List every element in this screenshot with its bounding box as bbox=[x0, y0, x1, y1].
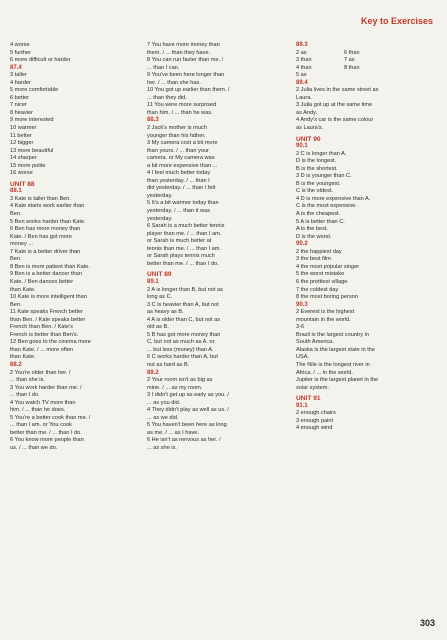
answer-line: 13 more beautiful bbox=[10, 147, 54, 154]
section-heading: 89.1 bbox=[147, 278, 159, 285]
answer-line: 3 I didn't get up as early as you. / bbox=[147, 392, 229, 399]
answer-line: 3 Julia got up at the same time bbox=[296, 102, 373, 109]
answer-line: ... than she is. bbox=[10, 377, 45, 384]
answer-line: as me. / ... as I have. bbox=[147, 429, 199, 436]
answer-line: 5 You haven't been here as long bbox=[147, 422, 227, 429]
answer-line: mine. / ... as my room. bbox=[147, 384, 203, 391]
answer-line: 16 worse bbox=[10, 170, 33, 177]
answer-line: 2 C is longer than A. bbox=[296, 150, 347, 157]
answer-line: money ... bbox=[10, 241, 34, 248]
page-number: 303 bbox=[419, 618, 435, 628]
answer-line: 6 more difficult or harder bbox=[10, 57, 71, 64]
answer-line: 7 You have more money than bbox=[147, 42, 220, 48]
answer-cell: 7 as bbox=[344, 57, 355, 64]
answer-line: 4 Andy's car is the same colour bbox=[296, 117, 374, 124]
answer-line: 7 Kate is a better driver than bbox=[10, 248, 81, 255]
answer-line: 2 Everest is the highest bbox=[296, 309, 355, 316]
answer-line: 11 Kate speaks French better bbox=[10, 309, 83, 316]
answer-line: 6 the prettiest village bbox=[296, 278, 348, 285]
section-heading: 88.2 bbox=[10, 361, 22, 368]
answer-line: than yesterday. / ... than I bbox=[147, 177, 210, 184]
answer-line: 4 I feel much better today bbox=[147, 170, 211, 177]
section-heading: 89.3 bbox=[296, 42, 308, 48]
answer-cell: 8 than bbox=[344, 64, 360, 71]
unit-heading: UNIT 91 bbox=[296, 395, 321, 403]
answer-line: 7 nicer bbox=[10, 102, 27, 109]
answer-line: Jupiter is the largest planet in the bbox=[296, 377, 379, 384]
answer-line: 8 the most boring person bbox=[296, 294, 358, 301]
section-heading: 88.3 bbox=[147, 117, 159, 124]
answer-line: 5 the worst mistake bbox=[296, 271, 345, 278]
answer-line: ... as she is. bbox=[147, 444, 177, 451]
answer-line: A is the best. bbox=[296, 226, 329, 233]
answer-line: than Kate. bbox=[10, 354, 36, 361]
answer-line: 9 Ben is a better dancer than bbox=[10, 271, 82, 278]
answer-line: ... than they did. bbox=[147, 94, 187, 101]
answer-line: Ben. bbox=[10, 256, 22, 263]
answer-row bbox=[296, 72, 441, 80]
section-heading: 90.2 bbox=[296, 241, 308, 248]
answer-line: 9 You've been here longer than bbox=[147, 72, 225, 79]
answer-line: her. / ... than she has. bbox=[147, 79, 201, 86]
answer-line: 4 D is more expensive than A. bbox=[296, 195, 371, 202]
answer-line: French is better than Ben's. bbox=[10, 331, 79, 338]
answer-cell: 4 than bbox=[296, 64, 312, 71]
answer-line: C is the oldest. bbox=[296, 188, 333, 195]
answer-line: 3 Kate is taller than Ben. bbox=[10, 195, 71, 202]
answer-line: Alaska is the largest state in the bbox=[296, 346, 375, 353]
answer-line: them. / ... than they have. bbox=[147, 49, 211, 56]
answer-line: 5 B has got more money than bbox=[147, 331, 221, 338]
answer-line: better than me. / ... than I do. bbox=[147, 260, 219, 267]
answer-line: Laura. bbox=[296, 94, 312, 101]
answer-line: yesterday. bbox=[147, 192, 173, 199]
answer-line: old as B. bbox=[147, 324, 169, 331]
answer-line: 8 Ben is more patient than Kate. bbox=[10, 263, 90, 270]
answer-line: 15 more polite bbox=[10, 162, 46, 169]
answer-cell: 3 than bbox=[296, 57, 312, 64]
section-heading: 87.4 bbox=[10, 64, 22, 71]
answer-line: 14 sharper bbox=[10, 155, 37, 162]
answer-line: 3 C is heavier than A, but not bbox=[147, 301, 219, 308]
answer-line: camera. or My camera was bbox=[147, 155, 215, 162]
answer-line: French than Ben. / Kate's bbox=[10, 324, 73, 331]
section-heading: 89.2 bbox=[147, 369, 159, 376]
answer-line: did yesterday. / ... than I felt bbox=[147, 185, 216, 192]
answer-line: as Laura's. bbox=[296, 125, 324, 132]
answer-line: not as hard as B. bbox=[147, 361, 190, 368]
answer-line: D is the longest. bbox=[296, 158, 337, 165]
answer-line: The Nile is the longest river in bbox=[296, 361, 370, 368]
answer-line: 2 Your room isn't as big as bbox=[147, 377, 213, 384]
answer-line: yesterday. bbox=[147, 215, 173, 222]
answer-line: Ben. bbox=[10, 211, 22, 218]
answer-line: 2 Jack's mother is much bbox=[147, 125, 207, 132]
section-heading: 90.1 bbox=[296, 143, 308, 150]
answer-cell bbox=[344, 72, 404, 80]
answer-line: 5 It's a bit warmer today than bbox=[147, 200, 219, 207]
answer-line: as Andy. bbox=[296, 109, 318, 116]
answer-line: 5 You're a better cook than me. / bbox=[10, 414, 91, 421]
answer-line: 6 C works harder than A, but bbox=[147, 354, 218, 361]
answer-line: solar system. bbox=[296, 384, 329, 391]
answer-line: 8 heavier bbox=[10, 109, 34, 116]
answer-cell: 5 as bbox=[296, 72, 307, 79]
answer-line: 5 further bbox=[10, 49, 31, 56]
answer-column-3 bbox=[296, 42, 441, 433]
answer-line: 10 warmer bbox=[10, 125, 37, 132]
answer-list bbox=[296, 80, 441, 433]
answer-line: 11 better bbox=[10, 132, 32, 139]
answer-line: 4 worse bbox=[10, 42, 30, 48]
answer-line: 7 the coldest day bbox=[296, 286, 339, 293]
answer-cell: 6 than bbox=[344, 49, 360, 56]
answer-line: C is the most expensive. bbox=[296, 203, 357, 210]
unit-heading: UNIT 90 bbox=[296, 135, 321, 143]
answer-line: 4 harder bbox=[10, 79, 31, 86]
answer-line: 12 bigger bbox=[10, 140, 34, 147]
answer-line: ... than I can. bbox=[147, 64, 180, 71]
answer-row bbox=[296, 50, 441, 58]
answer-line: 4 enough wind bbox=[296, 425, 333, 432]
answer-line: 2 Julia lives in the same street as bbox=[296, 87, 379, 94]
answer-line: 6 He isn't as nervous as her. / bbox=[147, 437, 221, 444]
answer-line: younger than his father. bbox=[147, 132, 206, 139]
answer-line: 10 You got up earlier than them. / bbox=[147, 87, 230, 94]
answer-line: USA. bbox=[296, 354, 310, 361]
answer-line: 4 Kate starts work earlier than bbox=[10, 203, 85, 210]
answer-grid bbox=[296, 50, 441, 80]
answer-column-2 bbox=[147, 42, 272, 453]
answer-row bbox=[296, 65, 441, 73]
answer-line: 6 Ben has more money than bbox=[10, 226, 81, 233]
answer-line: 4 You watch TV more than bbox=[10, 399, 76, 406]
answer-line: than him. / ... than he was. bbox=[147, 109, 213, 116]
answer-cell: 2 as bbox=[296, 49, 307, 56]
section-heading: 90.3 bbox=[296, 301, 308, 308]
answer-line: 4 They didn't play as well as us. / bbox=[147, 407, 229, 414]
answer-line: 3-6 bbox=[296, 324, 305, 331]
answer-line: 5 A is better than C. bbox=[296, 218, 345, 225]
answer-line: player than me. / ... than I am. bbox=[147, 230, 222, 237]
answer-line: a bit more expensive than ... bbox=[147, 162, 218, 169]
answer-line: than yours. / ... than your bbox=[147, 147, 209, 154]
page-header-title: Key to Exercises bbox=[360, 16, 433, 26]
answer-line: 6 Sarah is a much better tennis bbox=[147, 223, 225, 230]
answer-line: 6 You know more people than bbox=[10, 437, 84, 444]
answer-line: long as C. bbox=[147, 294, 173, 301]
answer-row bbox=[296, 57, 441, 65]
answer-line: 2 enough chairs bbox=[296, 410, 336, 417]
answer-line: or Sarah plays tennis much bbox=[147, 253, 215, 260]
answer-line: him. / ... than he does. bbox=[10, 407, 66, 414]
section-heading: 91.1 bbox=[296, 402, 308, 409]
answer-line: 5 Ben works harder than Kate. bbox=[10, 218, 86, 225]
answer-line: than Kate. bbox=[10, 286, 36, 293]
answer-line: 3 enough paint bbox=[296, 417, 334, 424]
answer-line: 12 Ben goes to the cinema more bbox=[10, 339, 91, 346]
answer-line: ... as you did. bbox=[147, 399, 181, 406]
section-heading: 89.4 bbox=[296, 79, 308, 86]
answer-line: 4 A is older than C, but not as bbox=[147, 316, 221, 323]
answer-line: 2 You're older than her. / bbox=[10, 369, 71, 376]
answer-line: South America. bbox=[296, 339, 334, 346]
answer-line: ... than I am. or You cook bbox=[10, 422, 72, 429]
answer-line: 8 You can run faster than me. / bbox=[147, 57, 224, 64]
answer-line: Kate. / Ben has got more bbox=[10, 233, 72, 240]
answer-line: mountain in the world. bbox=[296, 316, 351, 323]
answer-line: ... but less (money) than A. bbox=[147, 346, 214, 353]
answer-line: D is the worst. bbox=[296, 233, 332, 240]
answer-line: better than me. / ... than I do. bbox=[10, 429, 82, 436]
answer-line: Kate. / Ben dances better bbox=[10, 278, 74, 285]
answer-line: 10 Kate is more intelligent than bbox=[10, 294, 87, 301]
answer-line: Ben. bbox=[10, 301, 22, 308]
answer-line: 2 the happiest day bbox=[296, 248, 342, 255]
answer-line: ... as we did. bbox=[147, 414, 179, 421]
answer-line: tennis than me. / ... than I am. bbox=[147, 245, 221, 252]
answer-line: 3 You work harder than me. / bbox=[10, 384, 82, 391]
section-heading: 88.1 bbox=[10, 188, 22, 195]
answer-line: C, but not as much as A. or bbox=[147, 339, 215, 346]
answer-line: 3 D is younger than C. bbox=[296, 173, 352, 180]
answer-line: than Kate. / ... more often bbox=[10, 346, 74, 353]
answer-line: or Sarah is much better at bbox=[147, 238, 212, 245]
answer-line: Africa. / ... in the world. bbox=[296, 369, 353, 376]
answer-line: 2 A is longer than B, but not as bbox=[147, 286, 223, 293]
answer-line: us. / ... than we do. bbox=[10, 444, 58, 451]
answer-line: 5 more comfortable bbox=[10, 87, 59, 94]
answer-line: 4 the most popular singer bbox=[296, 263, 360, 270]
answer-line: Brazil is the largest country in bbox=[296, 331, 370, 338]
answer-line: yesterday. / ... than it was bbox=[147, 208, 211, 215]
answer-line: 3 the best film bbox=[296, 256, 331, 263]
answer-line: 6 better bbox=[10, 94, 29, 101]
answer-line: 3 My camera cost a bit more bbox=[147, 140, 218, 147]
answer-line: ... than I do. bbox=[10, 392, 40, 399]
answer-line: 3 taller bbox=[10, 72, 27, 79]
answer-line: as heavy as B. bbox=[147, 309, 184, 316]
answer-column-1 bbox=[10, 42, 130, 453]
answer-line: 9 more interested bbox=[10, 117, 54, 124]
answer-line: 11 You were more surprised bbox=[147, 102, 217, 109]
answer-line: B is the shortest. bbox=[296, 165, 338, 172]
answer-line: than Ben. / Kate speaks better bbox=[10, 316, 86, 323]
answer-line: B is the youngest. bbox=[296, 180, 341, 187]
unit-heading: UNIT 89 bbox=[147, 271, 172, 279]
unit-heading: UNIT 88 bbox=[10, 180, 35, 188]
answer-line: A is the cheapest. bbox=[296, 211, 341, 218]
